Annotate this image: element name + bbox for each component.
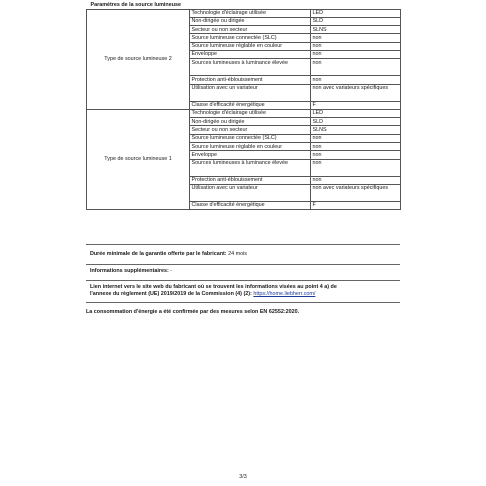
parameter-value: non [311, 176, 401, 184]
parameter-value: non avec variateurs spécifiques [311, 184, 401, 201]
parameter-value: LED [311, 9, 401, 17]
additional-value: - [170, 268, 173, 274]
table-row [87, 9, 401, 17]
parameter-name: Non-dirigée ou dirigée [190, 17, 311, 25]
divider [86, 264, 400, 265]
additional-info [86, 268, 400, 275]
parameter-value: non [311, 59, 401, 76]
parameter-name: Enveloppe [190, 50, 311, 58]
parameter-name: Secteur ou non secteur [190, 26, 311, 34]
guarantee-info [86, 251, 400, 258]
parameter-value: non avec variateurs spécifiques [311, 84, 401, 101]
parameter-value: non [311, 151, 401, 159]
weblink-info [86, 284, 400, 298]
divider [86, 302, 400, 303]
divider [86, 244, 400, 245]
parameter-name: Technologie d'éclairage utilisée [190, 109, 311, 117]
parameter-name: Utilisation avec un variateur [190, 184, 311, 201]
additional-label: Informations supplémentaires: [90, 268, 169, 274]
table-header-row [87, 0, 401, 9]
parameter-name: Technologie d'éclairage utilisée [190, 9, 311, 17]
parameter-value: SLD [311, 118, 401, 126]
parameter-name: Sources lumineuses à luminance élevée [190, 59, 311, 76]
parameter-name: Source lumineuse réglable en couleur [190, 42, 311, 50]
parameter-value: non [311, 42, 401, 50]
light-source-type-label: Type de source lumineuse 1 [87, 109, 190, 209]
parameter-value: non [311, 34, 401, 42]
guarantee-label: Durée minimale de la garantie offerte par le fabricant: [90, 251, 227, 257]
parameter-value: SLD [311, 17, 401, 25]
parameter-name: Source lumineuse réglable en couleur [190, 143, 311, 151]
parameter-name: Source lumineuse connectée (SLC) [190, 34, 311, 42]
parameter-name: Utilisation avec un variateur [190, 84, 311, 101]
parameter-value: SLNS [311, 126, 401, 134]
table-row [87, 109, 401, 117]
divider [86, 280, 400, 281]
parameter-value: non [311, 50, 401, 58]
parameter-value: SLNS [311, 26, 401, 34]
parameter-name: Source lumineuse connectée (SLC) [190, 134, 311, 142]
parameter-value: F [311, 201, 401, 209]
parameter-value: F [311, 101, 401, 109]
energy-confirmation: La consommation d'énergie a été confirmée par des mesures selon EN 62552:2020. [86, 309, 300, 315]
parameter-value: non [311, 76, 401, 84]
parameter-name: Secteur ou non secteur [190, 126, 311, 134]
parameter-value: non [311, 159, 401, 176]
parameter-name: Protection anti-éblouissement [190, 76, 311, 84]
section-title: Paramètres de la source lumineuse [87, 0, 401, 9]
weblink-text-line1: Lien internet vers le site web du fabricant où se trouvent les informations visées au point 4 a) de [90, 284, 337, 290]
parameter-value: non [311, 143, 401, 151]
light-source-type-label: Type de source lumineuse 2 [87, 9, 190, 109]
parameter-name: Enveloppe [190, 151, 311, 159]
parameter-name: Classe d'efficacité énergétique [190, 101, 311, 109]
parameter-name: Protection anti-éblouissement [190, 176, 311, 184]
parameter-value: non [311, 134, 401, 142]
parameter-name: Non-dirigée ou dirigée [190, 118, 311, 126]
manufacturer-link[interactable]: https://home.liebherr.com/ [253, 291, 316, 297]
weblink-text-line2: l'annexe du règlement (UE) 2019/2019 de la Commission (4) (2): [90, 291, 252, 297]
guarantee-value: 24 mois [228, 251, 247, 257]
parameter-name: Classe d'efficacité énergétique [190, 201, 311, 209]
parameter-name: Sources lumineuses à luminance élevée [190, 159, 311, 176]
parameter-value: LED [311, 109, 401, 117]
light-source-parameters-table [86, 0, 401, 210]
page-number: 3/3 [239, 474, 247, 480]
light-source-parameters-section [86, 0, 400, 210]
